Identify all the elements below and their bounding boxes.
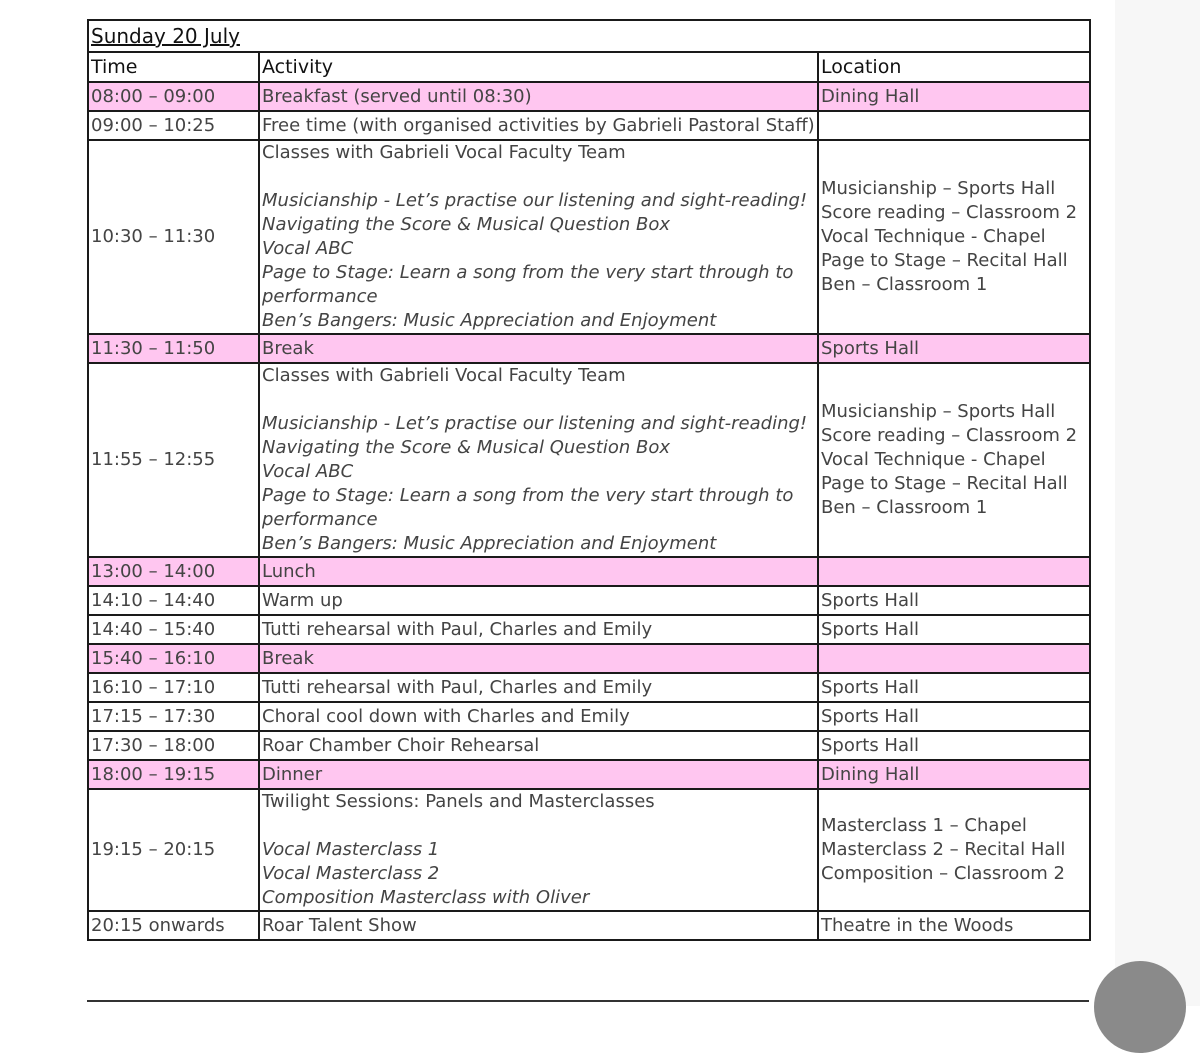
activity-cell: Dinner (259, 760, 818, 789)
time-cell: 13:00 – 14:00 (88, 557, 259, 586)
time-cell: 18:00 – 19:15 (88, 760, 259, 789)
location-cell: Dining Hall (818, 82, 1090, 111)
location-cell: Sports Hall (818, 615, 1090, 644)
masterclass-item: Composition Masterclass with Oliver (262, 887, 590, 908)
activity-cell: Break (259, 334, 818, 363)
location-cell (818, 789, 1090, 911)
time-cell: 11:30 – 11:50 (88, 334, 259, 363)
schedule-table (87, 19, 1091, 941)
class-item: Page to Stage: Learn a song from the very start through to performance (262, 262, 794, 307)
location-line: Masterclass 1 – Chapel (821, 815, 1027, 836)
activity-cell: Choral cool down with Charles and Emily (259, 702, 818, 731)
masterclass-item: Vocal Masterclass 2 (262, 863, 440, 884)
location-line: Composition – Classroom 2 (821, 863, 1065, 884)
activity-cell: Roar Chamber Choir Rehearsal (259, 731, 818, 760)
class-item: Ben’s Bangers: Music Appreciation and Enjoyment (262, 310, 717, 331)
location-cell: Dining Hall (818, 760, 1090, 789)
activity-cell (259, 789, 818, 911)
activity-title: Classes with Gabrieli Vocal Faculty Team (262, 142, 626, 163)
time-cell: 09:00 – 10:25 (88, 111, 259, 140)
header-location: Location (818, 52, 1090, 82)
schedule-row-break (88, 334, 1090, 363)
activity-title: Twilight Sessions: Panels and Masterclasses (262, 791, 655, 812)
location-line: Ben – Classroom 1 (821, 274, 988, 295)
activity-cell: Tutti rehearsal with Paul, Charles and Emily (259, 615, 818, 644)
class-item: Musicianship - Let’s practise our listening and sight-reading! (262, 190, 808, 211)
activity-cell: Break (259, 644, 818, 673)
schedule-row-chamber-choir (88, 731, 1090, 760)
schedule-row-break-2 (88, 644, 1090, 673)
class-item: Vocal ABC (262, 461, 354, 482)
location-cell (818, 644, 1090, 673)
location-line: Page to Stage – Recital Hall (821, 250, 1068, 271)
schedule-row-classes-1 (88, 140, 1090, 334)
schedule-row-classes-2 (88, 363, 1090, 557)
class-item: Page to Stage: Learn a song from the very start through to performance (262, 485, 794, 530)
location-cell (818, 363, 1090, 557)
activity-cell (259, 363, 818, 557)
activity-cell: Free time (with organised activities by Gabrieli Pastoral Staff) (259, 111, 818, 140)
schedule-row-tutti-2 (88, 673, 1090, 702)
location-line: Musicianship – Sports Hall (821, 178, 1056, 199)
header-activity: Activity (259, 52, 818, 82)
time-cell: 16:10 – 17:10 (88, 673, 259, 702)
day-title: Sunday 20 July (88, 20, 1090, 52)
location-cell (818, 111, 1090, 140)
time-cell: 14:40 – 15:40 (88, 615, 259, 644)
schedule-row-lunch (88, 557, 1090, 586)
schedule-row-cool-down (88, 702, 1090, 731)
activity-cell (259, 140, 818, 334)
location-cell: Sports Hall (818, 702, 1090, 731)
activity-title: Classes with Gabrieli Vocal Faculty Team (262, 365, 626, 386)
location-cell (818, 140, 1090, 334)
schedule-row-tutti-1 (88, 615, 1090, 644)
scroll-button[interactable] (1094, 961, 1186, 1053)
time-cell: 11:55 – 12:55 (88, 363, 259, 557)
activity-cell: Lunch (259, 557, 818, 586)
location-line: Page to Stage – Recital Hall (821, 473, 1068, 494)
location-line: Score reading – Classroom 2 (821, 202, 1078, 223)
location-line: Vocal Technique - Chapel (821, 449, 1046, 470)
time-cell: 17:30 – 18:00 (88, 731, 259, 760)
activity-cell: Breakfast (served until 08:30) (259, 82, 818, 111)
masterclass-item: Vocal Masterclass 1 (262, 839, 440, 860)
location-line: Musicianship – Sports Hall (821, 401, 1056, 422)
location-cell (818, 557, 1090, 586)
location-line: Score reading – Classroom 2 (821, 425, 1078, 446)
location-cell: Theatre in the Woods (818, 911, 1090, 940)
location-line: Ben – Classroom 1 (821, 497, 988, 518)
location-line: Vocal Technique - Chapel (821, 226, 1046, 247)
time-cell: 14:10 – 14:40 (88, 586, 259, 615)
location-cell: Sports Hall (818, 586, 1090, 615)
class-item: Navigating the Score & Musical Question Box (262, 214, 670, 235)
location-cell: Sports Hall (818, 334, 1090, 363)
time-cell: 10:30 – 11:30 (88, 140, 259, 334)
schedule-row-warm-up (88, 586, 1090, 615)
location-cell: Sports Hall (818, 673, 1090, 702)
schedule-row-talent-show (88, 911, 1090, 940)
time-cell: 15:40 – 16:10 (88, 644, 259, 673)
time-cell: 17:15 – 17:30 (88, 702, 259, 731)
activity-cell: Warm up (259, 586, 818, 615)
schedule-row-free-time (88, 111, 1090, 140)
schedule-row-twilight (88, 789, 1090, 911)
schedule-row-dinner (88, 760, 1090, 789)
location-line: Masterclass 2 – Recital Hall (821, 839, 1066, 860)
class-item: Navigating the Score & Musical Question Box (262, 437, 670, 458)
activity-cell: Roar Talent Show (259, 911, 818, 940)
bottom-divider (87, 1000, 1089, 1002)
time-cell: 20:15 onwards (88, 911, 259, 940)
class-item: Vocal ABC (262, 238, 354, 259)
header-time: Time (88, 52, 259, 82)
time-cell: 08:00 – 09:00 (88, 82, 259, 111)
time-cell: 19:15 – 20:15 (88, 789, 259, 911)
class-item: Musicianship - Let’s practise our listening and sight-reading! (262, 413, 808, 434)
location-cell: Sports Hall (818, 731, 1090, 760)
activity-cell: Tutti rehearsal with Paul, Charles and Emily (259, 673, 818, 702)
schedule-row-breakfast (88, 82, 1090, 111)
class-item: Ben’s Bangers: Music Appreciation and Enjoyment (262, 533, 717, 554)
